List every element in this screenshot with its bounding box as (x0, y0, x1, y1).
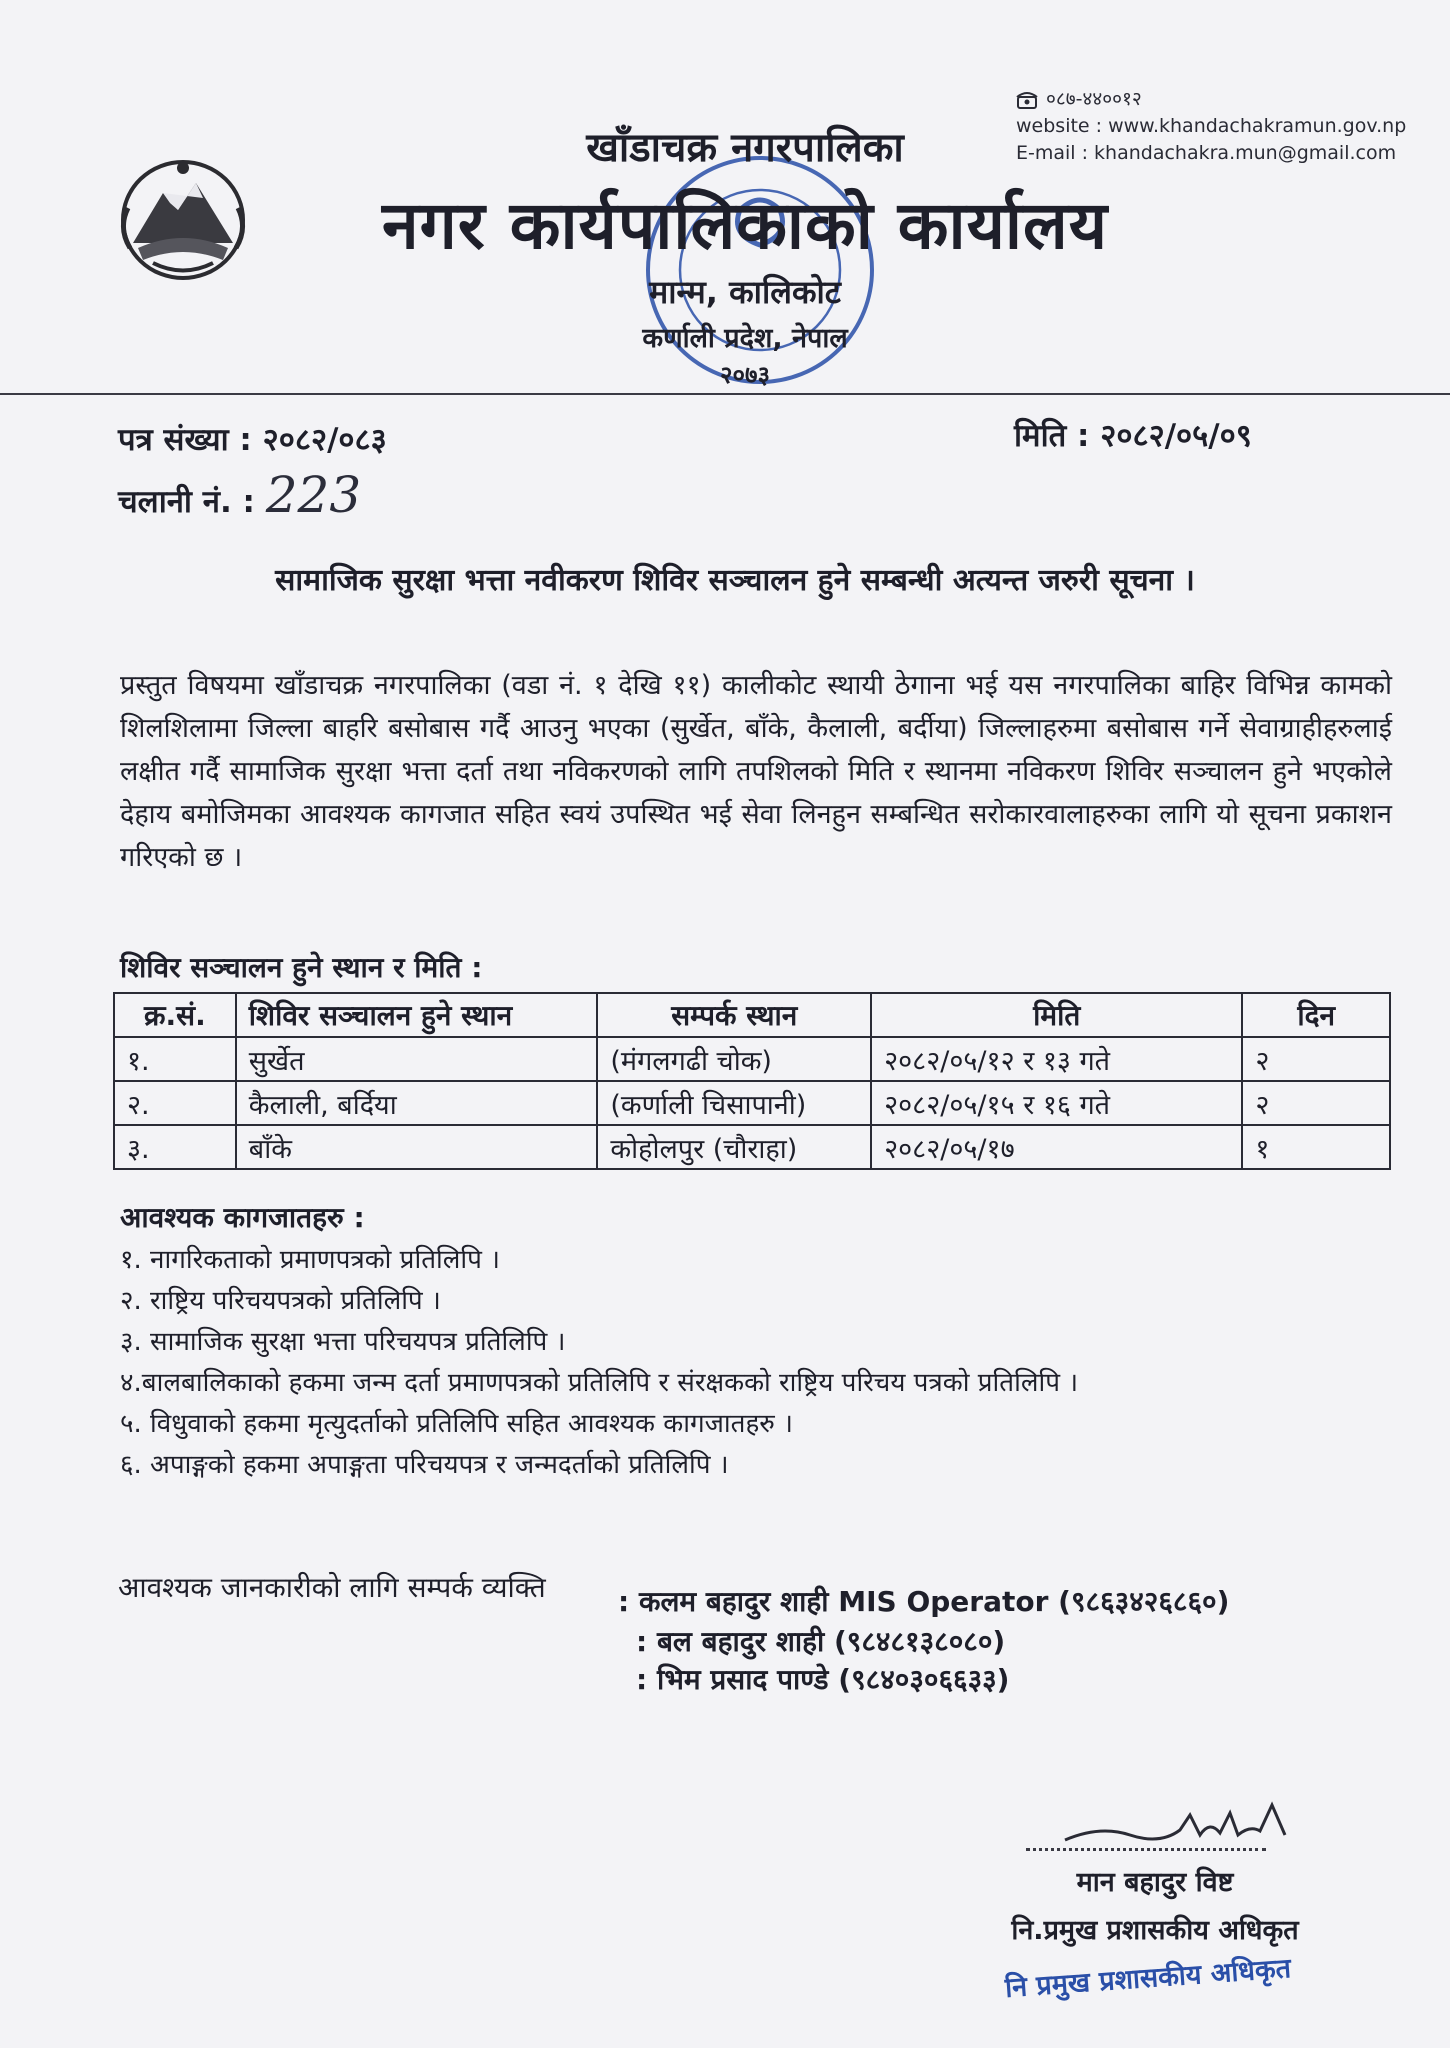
camp-table-title: शिविर सञ्चालन हुने स्थान र मिति : (120, 951, 483, 984)
municipality-name: खाँडाचक्र नगरपालिका (586, 125, 904, 171)
province-name: कर्णाली प्रदेश, नेपाल (642, 323, 848, 354)
contact-place: (कर्णाली चिसापानी) (597, 1081, 871, 1125)
contact-person: : बल बहादुर शाही (९८४८१३८०८०) (636, 1625, 1006, 1658)
camp-location: सुर्खेत (236, 1037, 598, 1081)
column-header: सम्पर्क स्थान (597, 993, 871, 1037)
dispatch-number: 223 (265, 466, 362, 524)
camp-date: २०८२/०५/१५ र १६ गते (871, 1081, 1242, 1125)
camp-location: बाँके (236, 1125, 598, 1169)
office-title: नगर कार्यपालिकाको कार्यालय (382, 187, 1108, 264)
notice-body: प्रस्तुत विषयमा खाँडाचक्र नगरपालिका (वडा नं. १ देखि ११) कालीकोट स्थायी ठेगाना भई यस नगरपालिका बाहिर विभिन्न कामको शिलशिलामा जिल्ला बाहरि बसोबास गर्दै आउनु भएका (सुर्खेत, बाँके, कैलाली, बर्दीया) जिल्लाहरुमा बसोबास गर्ने सेवाग्राहीहरुलाई लक्षीत गर्दै सामाजिक सुरक्षा भत्ता दर्ता तथा नविकरणको लागि तपशिलको मिति र स्थानमा नविकरण शिविर सञ्चालन हुने भएकोले देहाय बमोजिमका आवश्यक कागजात सहित स्वयं उपस्थित भई सेवा लिनहुन सम्बन्धित सरोकारवालाहरुका लागि यो सूचना प्रकाशन गरिएको छ । (120, 670, 1392, 873)
header-divider (0, 393, 1450, 395)
contact-person: : भिम प्रसाद पाण्डे (९८४०३०६६३३) (636, 1663, 1010, 1696)
email-text: E-mail : khandachakra.mun@gmail.com (1016, 142, 1397, 164)
notice-subject: सामाजिक सुरक्षा भत्ता नवीकरण शिविर सञ्चालन हुने सम्बन्धी अत्यन्त जरुरी सूचना । (275, 563, 1195, 598)
signer-title: नि.प्रमुख प्रशासकीय अधिकृत (1011, 1915, 1299, 1946)
camp-date: २०८२/०५/१२ र १३ गते (871, 1037, 1242, 1081)
phone-number: ०८७-४४००१२ (1046, 88, 1142, 110)
established-year: २०७३ (720, 361, 770, 389)
contact-place: (मंगलगढी चोक) (597, 1037, 871, 1081)
list-item: ३. सामाजिक सुरक्षा भत्ता परिचयपत्र प्रतिलिपि । (120, 1327, 566, 1357)
list-item: ६. अपाङ्गको हकमा अपाङ्गता परिचयपत्र र जन्मदर्ताको प्रतिलिपि । (120, 1450, 729, 1480)
signature-scribble (1060, 1795, 1300, 1855)
dispatch-row (118, 466, 361, 524)
column-header: मिति (871, 993, 1242, 1037)
column-header: दिन (1242, 993, 1390, 1037)
row-serial: १. (114, 1037, 236, 1081)
list-item: १. नागरिकताको प्रमाणपत्रको प्रतिलिपि । (120, 1245, 500, 1275)
row-serial: ३. (114, 1125, 236, 1169)
list-item: ५. विधुवाको हकमा मृत्युदर्ताको प्रतिलिपि सहित आवश्यक कागजातहरु । (120, 1409, 793, 1439)
contact-place: कोहोलपुर (चौराहा) (597, 1125, 871, 1169)
signature-line (1026, 1848, 1266, 1851)
letter-date: मिति : २०८२/०५/०९ (1014, 418, 1252, 454)
camp-location: कैलाली, बर्दिया (236, 1081, 598, 1125)
dispatch-label: चलानी नं. : (118, 484, 255, 520)
reference-number: पत्र संख्या : २०८२/०८३ (118, 422, 387, 458)
website-text: website : www.khandachakramun.gov.np (1016, 115, 1407, 137)
camp-days: १ (1242, 1125, 1390, 1169)
signer-name: मान बहादुर विष्ट (1076, 1867, 1234, 1898)
column-header: क्र.सं. (114, 993, 236, 1037)
camp-days: २ (1242, 1081, 1390, 1125)
camp-days: २ (1242, 1037, 1390, 1081)
table-header-row (114, 993, 1390, 1037)
table-row (114, 1037, 1390, 1081)
documents-list (120, 1240, 1078, 1486)
list-item: २. राष्ट्रिय परिचयपत्रको प्रतिलिपि । (120, 1286, 441, 1316)
camp-schedule-table (113, 992, 1391, 1170)
telephone-icon (1016, 91, 1038, 109)
designation-seal: नि प्रमुख प्रशासकीय अधिकृत (1004, 1953, 1293, 2004)
table-row (114, 1125, 1390, 1169)
camp-date: २०८२/०५/१७ (871, 1125, 1242, 1169)
contact-label: आवश्यक जानकारीको लागि सम्पर्क व्यक्ति (118, 1571, 546, 1604)
documents-title: आवश्यक कागजातहरु : (120, 1201, 365, 1234)
row-serial: २. (114, 1081, 236, 1125)
office-address: मान्म, कालिकोट (649, 273, 841, 311)
contact-person: : कलम बहादुर शाही MIS Operator (९८६३४२६८६०) (618, 1585, 1230, 1618)
table-row (114, 1081, 1390, 1125)
list-item: ४.बालबालिकाको हकमा जन्म दर्ता प्रमाणपत्रको प्रतिलिपि र संरक्षकको राष्ट्रिय परिचय पत्रको प्रतिलिपि । (120, 1368, 1079, 1398)
column-header: शिविर सञ्चालन हुने स्थान (236, 993, 598, 1037)
